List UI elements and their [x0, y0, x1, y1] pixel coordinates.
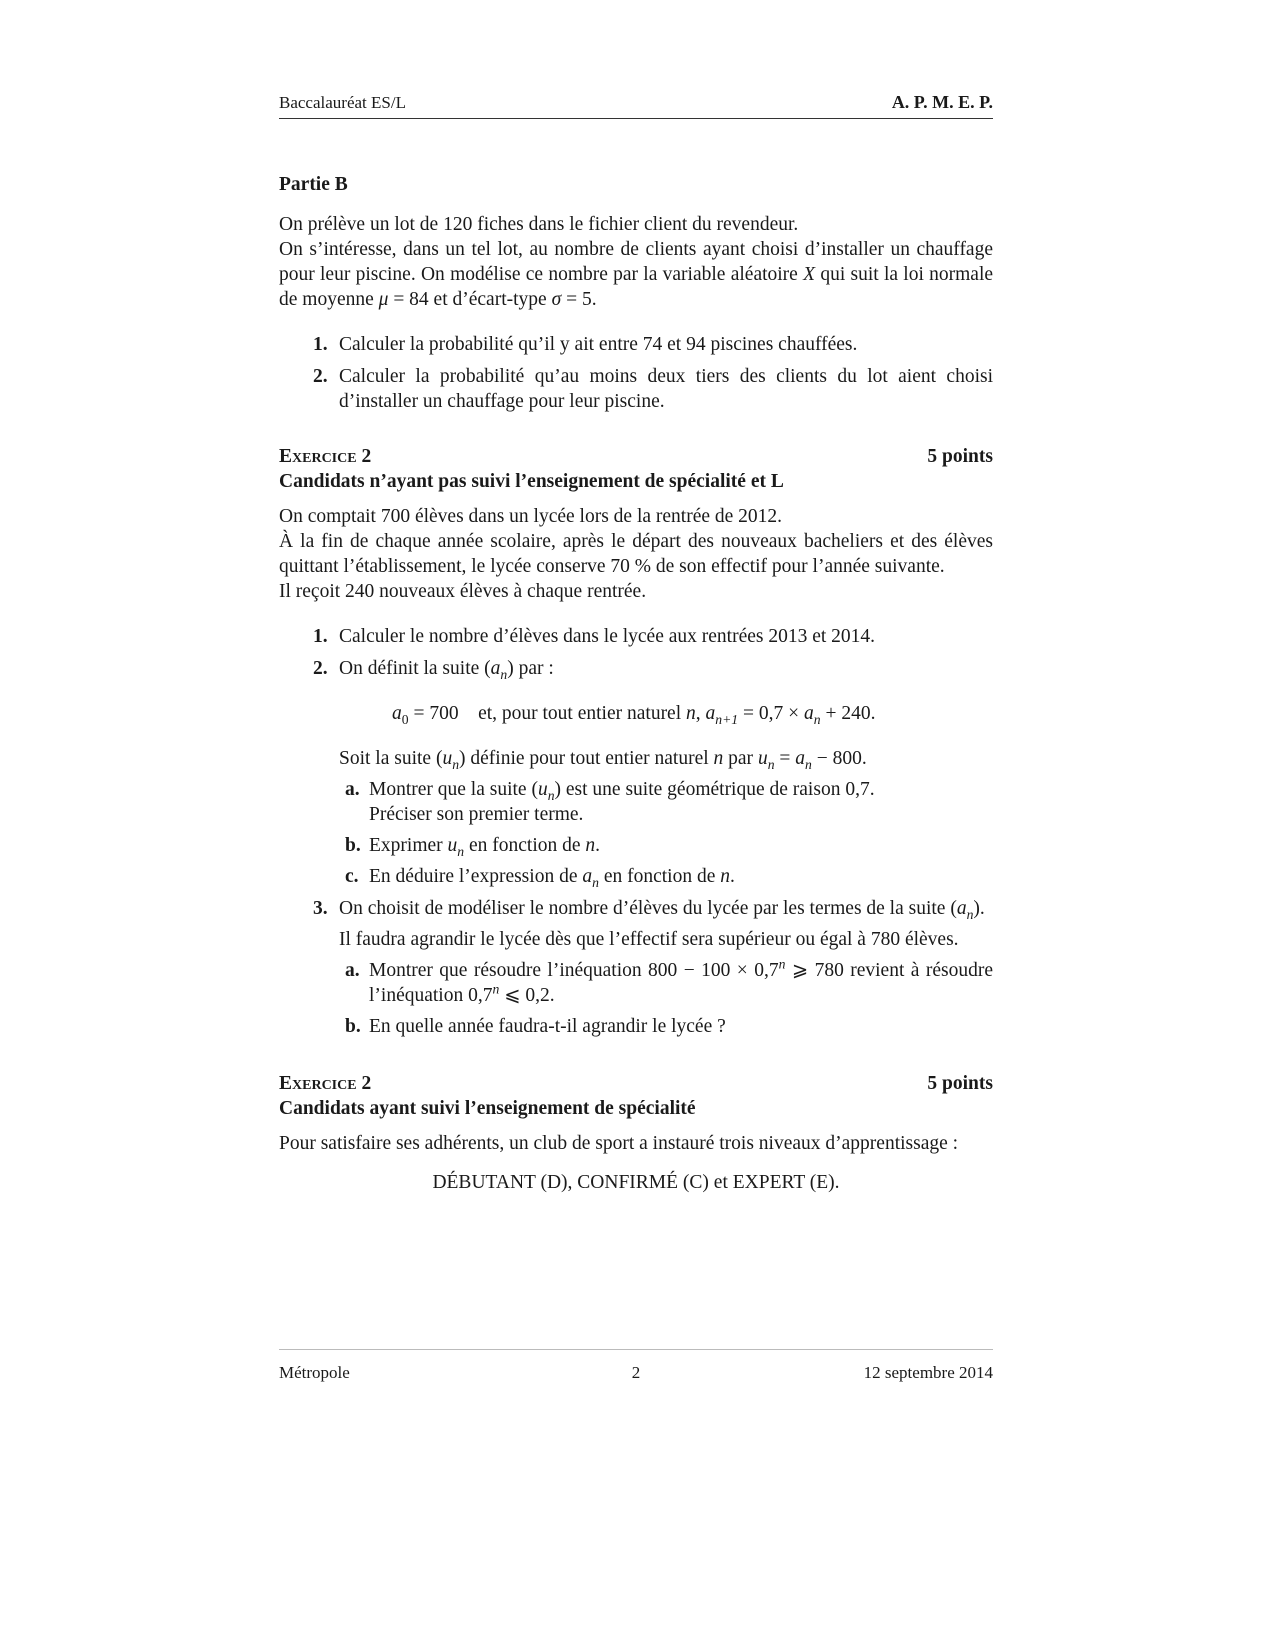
- question-number: 2.: [313, 658, 328, 679]
- partie-b-questions: [279, 332, 993, 414]
- sub-question-item: [339, 833, 993, 858]
- text: .: [729, 866, 735, 887]
- exercise-header: [279, 1071, 993, 1096]
- text: En déduire l’expression de: [369, 866, 583, 887]
- var-a0: a: [392, 703, 402, 724]
- var-a: a: [490, 658, 501, 679]
- text: ) par :: [507, 658, 554, 679]
- var-an1: a: [705, 703, 716, 724]
- formula-text: = 700 et, pour tout entier naturel: [408, 703, 687, 724]
- sub-question-item: [339, 777, 993, 827]
- var-n: n: [686, 703, 696, 724]
- exercice-2-obligatoire: [279, 444, 993, 1039]
- levels-line: DÉBUTANT (D), CONFIRMÉ (C) et EXPERT (E).: [432, 1172, 840, 1193]
- text: ⩽ 0,2.: [499, 985, 555, 1006]
- sub-question-marker: b.: [345, 1016, 361, 1037]
- var-a: a: [582, 866, 593, 887]
- statement-para-3: Il reçoit 240 nouveaux élèves à chaque rentrée.: [279, 581, 647, 602]
- definition-un: [339, 746, 993, 771]
- formula-text: + 240.: [820, 703, 876, 724]
- sub-question-item: [339, 864, 993, 889]
- exponent-n: n: [778, 956, 786, 972]
- statement-para-2: À la fin de chaque année scolaire, après le départ des nouveaux bacheliers et des élèves quittant l’établissement, le lycée conserve 70 % de son effectif pour l’année suivante.: [279, 531, 993, 577]
- question-text: Calculer la probabilité qu’il y ait entre 74 et 94 piscines chauffées.: [339, 334, 858, 355]
- exercise-questions: [279, 624, 993, 1039]
- exercise-statement: [279, 504, 993, 604]
- statement-para-1: On comptait 700 élèves dans un lycée lors de la rentrée de 2012.: [279, 506, 783, 527]
- sub-question-item: [339, 958, 993, 1008]
- var-u: u: [442, 748, 453, 769]
- text: − 800.: [811, 748, 867, 769]
- text: ⩾ 780 revient à résoudre l’inéquation 0,7: [369, 960, 993, 1006]
- text: Exprimer: [369, 835, 448, 856]
- text: par: [723, 748, 758, 769]
- text: Préciser son premier terme.: [369, 804, 584, 825]
- mu-symbol: μ: [378, 289, 389, 310]
- text: en fonction de: [598, 866, 721, 887]
- sub-n: n: [592, 874, 599, 890]
- sub-question-item: [339, 1014, 993, 1039]
- intro-text: On s’intéresse, dans un tel lot, au nombre de clients ayant choisi d’installer un chauffage pour leur piscine. On modélise ce nombre par la variable aléatoire: [279, 239, 993, 285]
- exercise-label-initial: E: [279, 1073, 293, 1094]
- footer-location: Métropole: [279, 1363, 350, 1382]
- question-item: [279, 896, 993, 1039]
- question-text: Calculer le nombre d’élèves dans le lycée aux rentrées 2013 et 2014.: [339, 626, 876, 647]
- sub-n: n: [767, 756, 775, 772]
- footer-date: 12 septembre 2014: [863, 1363, 993, 1382]
- statement-para-1: Pour satisfaire ses adhérents, un club de sport a instauré trois niveaux d’apprentissage :: [279, 1133, 959, 1154]
- partie-b-intro-1: On prélève un lot de 120 fiches dans le fichier client du revendeur.: [279, 214, 799, 235]
- question-context: Il faudra agrandir le lycée dès que l’effectif sera supérieur ou égal à 780 élèves.: [339, 929, 959, 950]
- text: On définit la suite (: [339, 658, 491, 679]
- exercise-label: [279, 1071, 371, 1096]
- exercise-points: 5 points: [927, 1073, 993, 1094]
- text: On choisit de modéliser le nombre d’élèves du lycée par les termes de la suite (: [339, 898, 957, 919]
- text: ) est une suite géométrique de raison 0,7.: [554, 779, 875, 800]
- formula-text: = 0,7 ×: [738, 703, 804, 724]
- sub-question-marker: a.: [345, 960, 360, 981]
- sub-questions: [339, 777, 993, 889]
- sub-n: n: [500, 666, 508, 682]
- sigma-value: = 5.: [561, 289, 597, 310]
- var-u: u: [757, 748, 768, 769]
- page-header: [279, 92, 993, 119]
- var-n: n: [585, 835, 596, 856]
- var-n: n: [713, 748, 724, 769]
- sub-n-plus-1: n+1: [715, 711, 739, 727]
- page-number: 2: [631, 1363, 641, 1382]
- sub-n: n: [452, 756, 460, 772]
- sigma-symbol: σ: [551, 289, 562, 310]
- exercise-label-rest: xercice 2: [292, 446, 372, 467]
- question-item: [279, 364, 993, 414]
- question-item: [279, 656, 993, 889]
- question-number: 2.: [313, 366, 328, 387]
- sub-n: n: [966, 906, 974, 922]
- mu-value: = 84 et d’écart-type: [388, 289, 552, 310]
- variable-x: X: [803, 264, 816, 285]
- formula-comma: ,: [695, 703, 706, 724]
- partie-b-section: [279, 172, 993, 414]
- sub-n: n: [813, 711, 821, 727]
- question-number: 1.: [313, 626, 328, 647]
- sub-question-marker: a.: [345, 779, 360, 800]
- var-n: n: [720, 866, 730, 887]
- text: Montrer que résoudre l’inéquation 800 − 100 × 0,7: [369, 960, 779, 981]
- text: ).: [973, 898, 985, 919]
- var-u: u: [447, 835, 458, 856]
- question-text: Calculer la probabilité qu’au moins deux tiers des clients du lot aient choisi d’installer un chauffage pour leur piscine.: [339, 366, 993, 412]
- page-content: [279, 172, 993, 1195]
- text: Soit la suite (: [339, 748, 443, 769]
- exercise-label-initial: E: [279, 446, 293, 467]
- question-number: 3.: [313, 898, 328, 919]
- var-an: a: [804, 703, 814, 724]
- exercise-points: 5 points: [927, 446, 993, 467]
- sub-question-marker: c.: [345, 866, 359, 887]
- exponent-n: n: [492, 981, 500, 997]
- recurrence-formula: [279, 701, 993, 726]
- sub-question-marker: b.: [345, 835, 361, 856]
- intro-text-cont: qui suit la loi normale de moyenne: [279, 264, 994, 310]
- sub-0: 0: [401, 711, 409, 727]
- exercise-header: [279, 444, 993, 469]
- partie-b-title: Partie B: [279, 174, 348, 195]
- text: en fonction de: [464, 835, 586, 856]
- page-footer: [279, 1349, 993, 1385]
- question-item: [279, 332, 993, 357]
- question-item: [279, 624, 993, 649]
- var-a: a: [956, 898, 967, 919]
- header-exam-title: Baccalauréat ES/L: [279, 93, 406, 112]
- text: En quelle année faudra-t-il agrandir le lycée ?: [369, 1016, 726, 1037]
- var-a: a: [795, 748, 806, 769]
- text: Montrer que la suite (: [369, 779, 538, 800]
- text: =: [774, 748, 796, 769]
- sub-n: n: [457, 843, 465, 859]
- sub-n: n: [547, 787, 555, 803]
- exercise-subtitle: Candidats ayant suivi l’enseignement de spécialité: [279, 1098, 696, 1119]
- sub-questions: [339, 958, 993, 1039]
- exercice-2-specialite: [279, 1071, 993, 1195]
- var-u: u: [537, 779, 548, 800]
- exercise-label-rest: xercice 2: [292, 1073, 372, 1094]
- question-text: [339, 658, 554, 682]
- question-number: 1.: [313, 334, 328, 355]
- text: .: [595, 835, 601, 856]
- header-publisher: A. P. M. E. P.: [891, 92, 993, 112]
- exercise-subtitle: Candidats n’ayant pas suivi l’enseignement de spécialité et L: [279, 471, 784, 492]
- partie-b-intro-2: [279, 237, 993, 312]
- text: ) définie pour tout entier naturel: [459, 748, 714, 769]
- exercise-label: [279, 444, 371, 469]
- sub-n: n: [805, 756, 812, 772]
